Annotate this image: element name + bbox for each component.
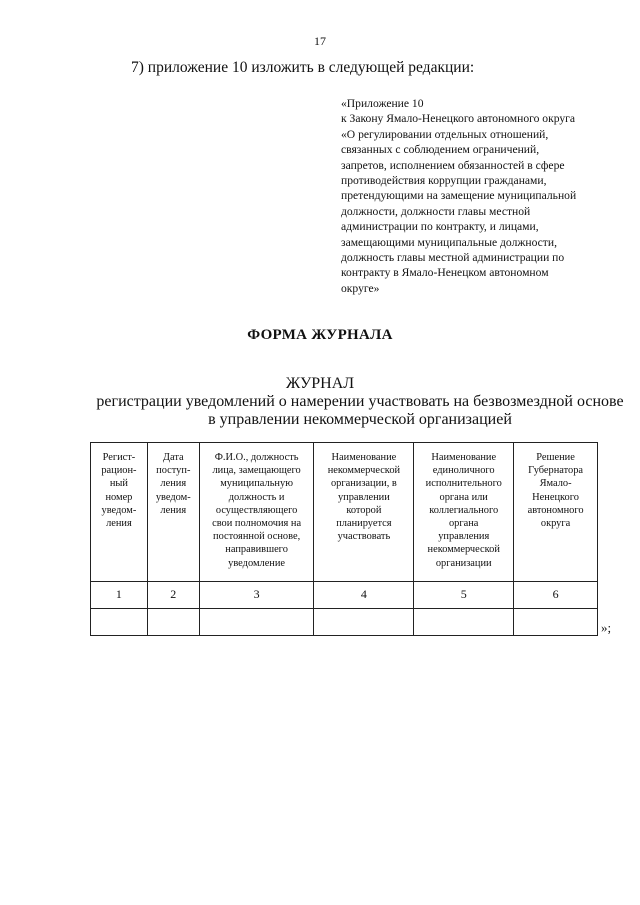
column-number: 2	[147, 582, 199, 609]
annex-line: «О регулировании отдельных отношений,	[341, 127, 549, 141]
amendment-item: 7) приложение 10 изложить в следующей редакции:	[131, 59, 475, 76]
journal-subtitle-line: в управлении некоммерческой организацией	[208, 411, 512, 428]
form-title: ФОРМА ЖУРНАЛА	[247, 327, 393, 343]
column-number: 1	[91, 582, 148, 609]
annex-line: округе»	[341, 281, 380, 295]
table-header-row	[91, 443, 598, 582]
journal-title: ЖУРНАЛ	[285, 375, 355, 392]
empty-cell	[147, 609, 199, 636]
annex-line: замещающими муниципальные должности,	[341, 235, 557, 249]
header-registration-number: Регист- рацион- ный номер уведом- ления	[91, 443, 148, 582]
annex-line: администрации по контракту, и лицами,	[341, 220, 539, 234]
empty-cell	[199, 609, 314, 636]
closing-quote-mark: »;	[601, 620, 612, 635]
annex-line: связанных с соблюдением ограничений,	[341, 143, 540, 157]
annex-line: контракту в Ямало-Ненецком автономном	[341, 266, 549, 280]
journal-subtitle	[90, 393, 630, 429]
empty-cell	[314, 609, 414, 636]
column-number: 6	[514, 582, 598, 609]
header-person-name-position: Ф.И.О., должность лица, замещающего муниципальную должность и осуществляющего свои полномочия на постоянной основе, направившего уведомление	[199, 443, 314, 582]
annex-reference	[341, 96, 626, 296]
annex-line: к Закону Ямало-Ненецкого автономного округа	[341, 112, 576, 126]
table-empty-row	[91, 609, 598, 636]
empty-cell	[414, 609, 514, 636]
journal-subtitle-line: регистрации уведомлений о намерении участвовать на безвозмездной основе	[96, 393, 624, 410]
empty-cell	[91, 609, 148, 636]
column-number: 5	[414, 582, 514, 609]
annex-line: должности, должности главы местной	[341, 204, 531, 218]
annex-line: «Приложение 10	[341, 97, 424, 110]
annex-line: запретов, исполнением обязанностей в сфере	[341, 158, 565, 172]
table-number-row	[91, 582, 598, 609]
empty-cell	[514, 609, 598, 636]
annex-line: должность главы местной администрации по	[341, 251, 565, 265]
annex-line: противодействия коррупции гражданами,	[341, 174, 547, 188]
journal-table	[90, 442, 598, 636]
header-organization-name: Наименование некоммерческой организации, в управлении которой планируется участвовать	[314, 443, 414, 582]
column-number: 4	[314, 582, 414, 609]
column-number: 3	[199, 582, 314, 609]
header-receipt-date: Дата поступ- ления уведом- ления	[147, 443, 199, 582]
header-governor-decision: Решение Губернатора Ямало- Ненецкого автономного округа	[514, 443, 598, 582]
annex-line: претендующими на замещение муниципальной	[341, 189, 577, 203]
header-executive-body: Наименование единоличного исполнительного органа или коллегиального органа управления некоммерческой организации	[414, 443, 514, 582]
page-number: 17	[314, 34, 326, 48]
